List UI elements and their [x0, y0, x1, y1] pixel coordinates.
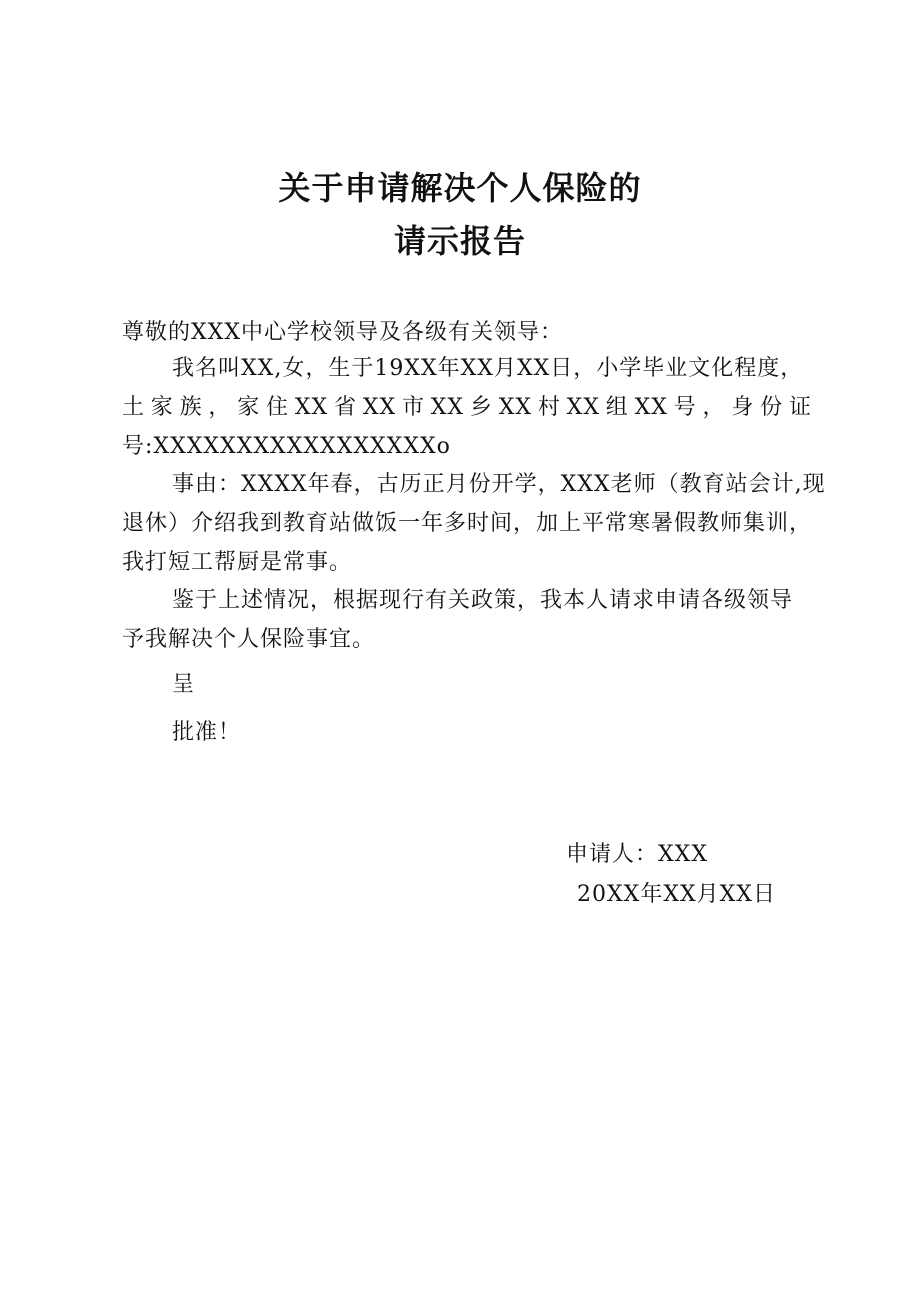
closing-line2: 批准！	[172, 720, 242, 745]
paragraph2-line1: 事由：XXXX年春，古历正月份开学，XXX老师（教育站会计,现	[172, 472, 826, 497]
document-title-line2: 请示报告	[393, 222, 526, 260]
document-title-line1: 关于申请解决个人保险的	[278, 169, 642, 207]
paragraph2-line2: 退休）介绍我到教育站做饭一年多时间，加上平常寒暑假教师集训，	[122, 511, 813, 536]
closing-line1: 呈	[172, 672, 196, 697]
paragraph2-line3: 我打短工帮厨是常事。	[122, 550, 353, 575]
paragraph3-line1: 鉴于上述情况，根据现行有关政策，我本人请求申请各级领导	[172, 588, 794, 613]
paragraph3-line2: 予我解决个人保险事宜。	[122, 627, 376, 652]
document-date: 20XX年XX月XX日	[577, 882, 776, 907]
paragraph1-line3: 号:XXXXXXXXXXXXXXXXXo	[122, 434, 451, 459]
paragraph1-line2: 土家族，家住XX省XX市XX乡XX村XX组XX号，身份证	[122, 395, 812, 420]
applicant-signature: 申请人：XXX	[566, 842, 708, 867]
paragraph1-line1: 我名叫XX,女，生于19XX年XX月XX日，小学毕业文化程度，	[172, 356, 804, 381]
salutation: 尊敬的XXX中心学校领导及各级有关领导：	[122, 320, 563, 345]
